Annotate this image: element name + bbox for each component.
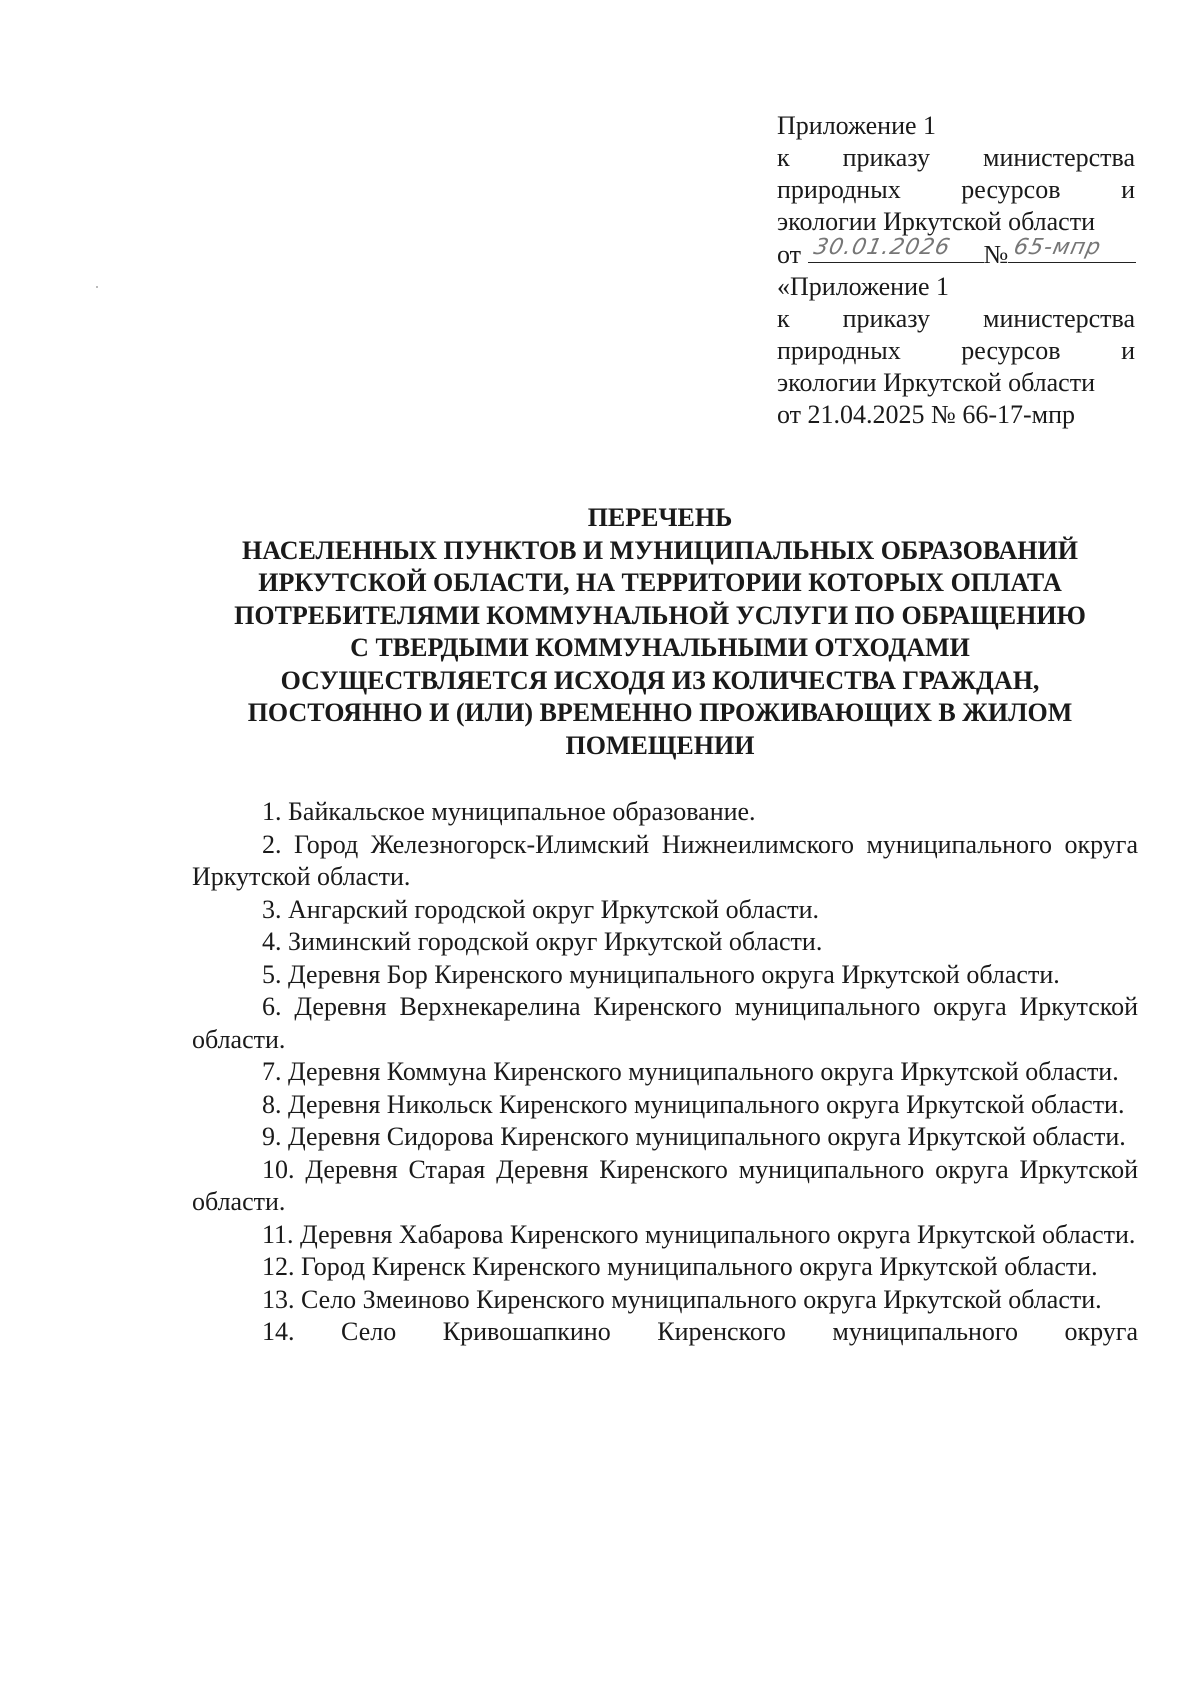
list-item: 11. Деревня Хабарова Киренского муниципального округа Иркутской области. xyxy=(262,1219,1136,1249)
number-sign: № xyxy=(983,240,1009,269)
prev-natural-line xyxy=(777,335,1135,367)
title-line: ПОМЕЩЕНИИ xyxy=(565,730,755,760)
date-blank xyxy=(808,235,984,263)
word: природных xyxy=(777,175,901,204)
appendix-block xyxy=(777,110,1135,431)
list-item: 3. Ангарский городской округ Иркутской области. xyxy=(262,894,820,924)
appendix-title: Приложение 1 xyxy=(777,111,937,140)
list-item: 6. Деревня Верхнекарелина Киренского муниципального округа Иркутской области. xyxy=(192,992,1138,1054)
appendix-to-order-line xyxy=(777,142,1135,174)
list-item: 9. Деревня Сидорова Киренского муниципального округа Иркутской области. xyxy=(262,1122,1126,1151)
word: министерства xyxy=(982,143,1135,172)
title-line: ИРКУТСКОЙ ОБЛАСТИ, НА ТЕРРИТОРИИ КОТОРЫХ ОПЛАТА xyxy=(258,568,1062,597)
appendix-date-line xyxy=(777,235,1135,271)
word: к xyxy=(777,143,790,172)
list-item: 14. Село Кривошапкино Киренского муниципального округа xyxy=(262,1317,1138,1346)
word: и xyxy=(1121,336,1135,365)
title-line: ПОТРЕБИТЕЛЯМИ КОММУНАЛЬНОЙ УСЛУГИ ПО ОБРАЩЕНИЮ xyxy=(234,600,1086,630)
prev-to-order-line xyxy=(777,303,1135,335)
appendix-ecology-line: экологии Иркутской области xyxy=(777,207,1095,236)
list-item: 2. Город Железногорск-Илимский Нижнеилимского муниципального округа Иркутской области. xyxy=(192,829,1138,891)
scan-speck xyxy=(96,286,98,288)
list-item: 7. Деревня Коммуна Киренского муниципального округа Иркутской области. xyxy=(262,1057,1119,1086)
list-item: 12. Город Киренск Киренского муниципального округа Иркутской области. xyxy=(262,1252,1098,1281)
list-item: 13. Село Змеиново Киренского муниципального округа Иркутской области. xyxy=(262,1284,1102,1314)
word: ресурсов xyxy=(961,175,1061,204)
appendix-natural-line xyxy=(777,174,1135,206)
word: и xyxy=(1121,175,1135,204)
handwritten-date: 30.01.2026 xyxy=(810,235,953,260)
prev-appendix-title: «Приложение 1 xyxy=(777,272,950,301)
word: приказу xyxy=(842,143,930,172)
word: природных xyxy=(777,336,901,365)
title-line: С ТВЕРДЫМИ КОММУНАЛЬНЫМИ ОТХОДАМИ xyxy=(350,633,970,662)
date-prefix: от xyxy=(777,240,802,269)
title-line: НАСЕЛЕННЫХ ПУНКТОВ И МУНИЦИПАЛЬНЫХ ОБРАЗОВАНИЙ xyxy=(242,535,1078,565)
word: к xyxy=(777,304,790,333)
list-item: 4. Зиминский городской округ Иркутской области. xyxy=(262,927,823,956)
title-line: ПОСТОЯННО И (ИЛИ) ВРЕМЕННО ПРОЖИВАЮЩИХ В ЖИЛОМ xyxy=(247,698,1073,727)
number-blank xyxy=(1008,235,1136,263)
title-line: ПЕРЕЧЕНЬ xyxy=(587,503,733,532)
settlement-list xyxy=(192,796,1138,1349)
title-line: ОСУЩЕСТВЛЯЕТСЯ ИСХОДЯ ИЗ КОЛИЧЕСТВА ГРАЖДАН, xyxy=(280,665,1040,695)
word: министерства xyxy=(982,304,1135,333)
handwritten-number: 65-мпр xyxy=(1011,235,1104,260)
list-item: 5. Деревня Бор Киренского муниципального округа Иркутской области. xyxy=(262,959,1060,989)
prev-ecology-line: экологии Иркутской области xyxy=(777,368,1095,397)
word: приказу xyxy=(842,304,930,333)
list-item: 10. Деревня Старая Деревня Киренского муниципального округа Иркутской области. xyxy=(192,1154,1138,1216)
document-title xyxy=(170,502,1150,762)
list-item: 1. Байкальское муниципальное образование. xyxy=(262,797,756,826)
word: ресурсов xyxy=(961,336,1061,365)
prev-date-line: от 21.04.2025 № 66-17-мпр xyxy=(777,400,1076,429)
list-item: 8. Деревня Никольск Киренского муниципального округа Иркутской области. xyxy=(262,1089,1125,1119)
